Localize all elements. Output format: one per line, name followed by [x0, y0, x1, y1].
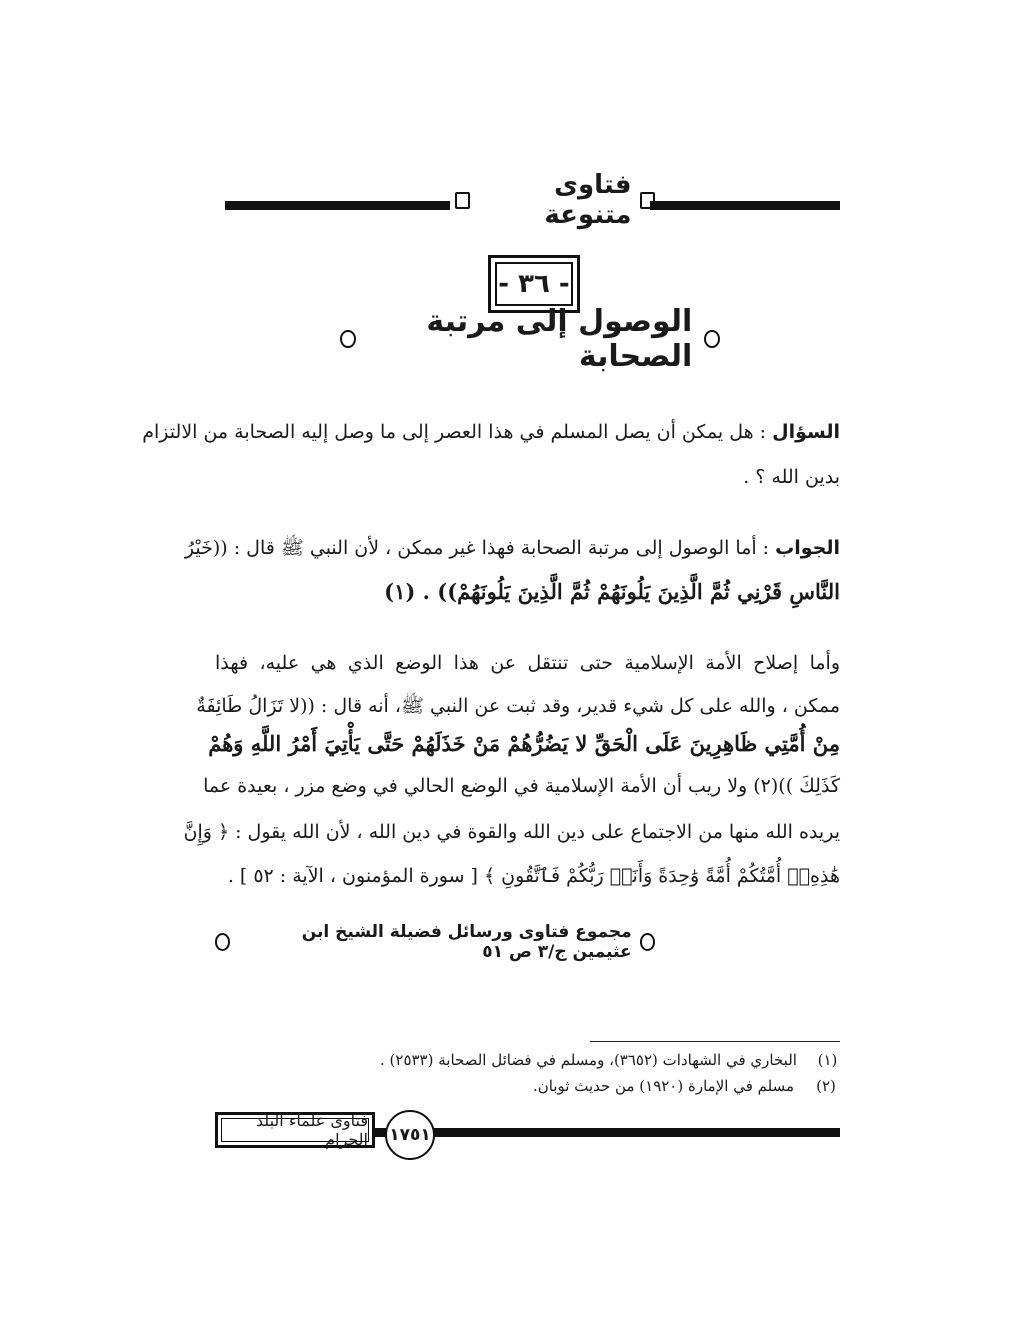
source-text: مجموع فتاوى ورسائل فضيلة الشيخ ابن عثيمين ج/٣ ص ٥١ [301, 922, 632, 962]
answer-p2-line-6 [215, 856, 840, 896]
footnote-number: (١) [817, 1051, 838, 1069]
page-number: ١٧٥١ [385, 1110, 435, 1160]
header-rule-right [650, 201, 840, 210]
answer-p2-line-1 [215, 643, 840, 683]
series-title: فتاوى متنوعة [544, 170, 632, 230]
answer-p2-text-2: ممكن ، والله على كل شيء قدير، وقد ثبت عن النبي ﷺ، أنه قال : ((لا تَزَالُ طَائِفَةٌ [196, 695, 840, 717]
book-title: فتاوى علماء البلد الحرام [221, 1118, 369, 1142]
book-title-box [215, 1112, 375, 1148]
footnote-text: البخاري في الشهادات (٣٦٥٢)، ومسلم في فضائل الصحابة (٢٥٣٣) . [380, 1051, 797, 1069]
header-rule-left [225, 201, 450, 210]
answer-p2-text-3: مِنْ أُمَّتِي ظَاهِرِينَ عَلَى الْحَقِّ لا يَضُرُّهُمْ مَنْ خَذَلَهُمْ حَتَّى يَأْتِيَ أَمْرُ اللَّهِ وَهُمْ [208, 731, 840, 756]
answer-p2-line-2 [196, 686, 840, 726]
circle-bullet-icon [640, 933, 655, 951]
answer-p2-line-5 [183, 812, 840, 852]
square-bullet-icon [455, 192, 470, 209]
answer-p2-text-5: يريده الله منها من الاجتماع على دين الله والقوة في دين الله ، لأن الله يقول : ﴿ وَإِنَّ [183, 821, 840, 843]
answer-line-1 [184, 528, 840, 568]
circle-bullet-icon [704, 330, 720, 348]
fatwa-title-row [340, 304, 720, 374]
footnote-separator [590, 1041, 840, 1042]
footer-rule [430, 1128, 840, 1137]
answer-p2-line-3 [208, 724, 840, 765]
question-line-1 [142, 412, 840, 452]
answer-line-2 [215, 572, 840, 613]
source-citation [215, 922, 655, 962]
answer-label: الجواب [775, 537, 840, 559]
question-line-2 [215, 457, 840, 497]
footnote-1 [380, 1048, 840, 1072]
footnote-2 [380, 1074, 840, 1098]
series-header [455, 170, 655, 230]
question-text-1: : هل يمكن أن يصل المسلم في هذا العصر إلى ما وصل إليه الصحابة من الالتزام [142, 421, 767, 443]
footnote-number: (٢) [816, 1077, 836, 1095]
circle-bullet-icon [340, 330, 356, 348]
fatwa-title: الوصول إلى مرتبة الصحابة [426, 304, 693, 374]
question-label: السؤال [772, 421, 840, 443]
square-bullet-icon [640, 192, 655, 209]
answer-text-2: النَّاسِ قَرْنِي ثُمَّ الَّذِينَ يَلُونَهُمْ ثُمَّ الَّذِينَ يَلُونَهُمْ)) . (١) [384, 579, 840, 604]
footnote-text: مسلم في الإمارة (١٩٢٠) من حديث ثوبان. [533, 1077, 794, 1095]
answer-text-1: : أما الوصول إلى مرتبة الصحابة فهذا غير ممكن ، لأن النبي ﷺ قال : ((خَيْرُ [184, 537, 770, 559]
answer-p2-text-6: هَٰذِهِۦٓ أُمَّتُكُمْ أُمَّةً وَٰحِدَةً وَأَنَا۠ رَبُّكُمْ فَٱتَّقُونِ ﴾ [ سورة المؤمنون ، الآية : ٥٢ ] . [227, 865, 840, 887]
answer-p2-text-1: وأما إصلاح الأمة الإسلامية حتى تنتقل عن هذا الوضع الذي هي عليه، فهذا [215, 652, 840, 674]
question-text-2: بدين الله ؟ . [743, 466, 840, 488]
fatwa-number: - ٣٦ - [495, 262, 573, 306]
answer-p2-text-4: كَذَلِكَ ))(٢) ولا ريب أن الأمة الإسلامية في الوضع الحالي في وضع مزر ، بعيدة عما [203, 775, 840, 797]
circle-bullet-icon [215, 933, 230, 951]
answer-p2-line-4 [203, 766, 840, 806]
